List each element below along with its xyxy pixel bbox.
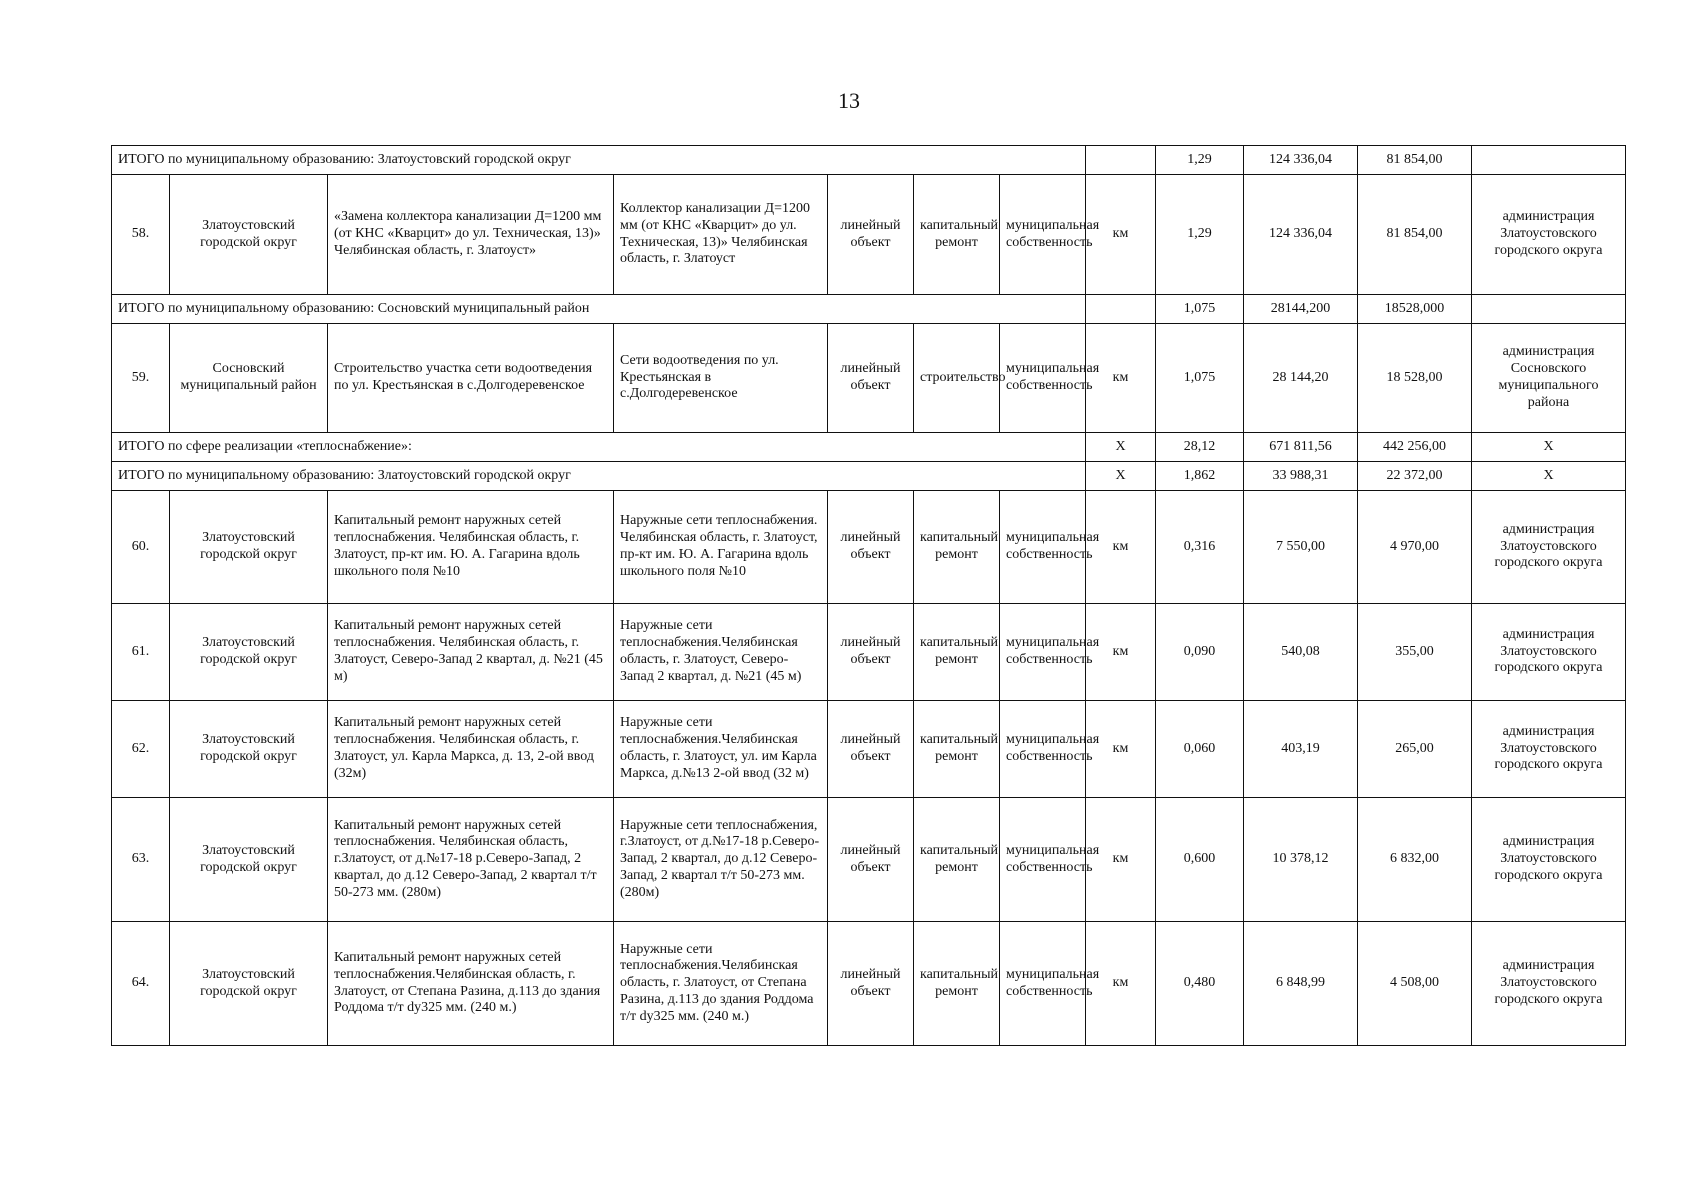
responsible-cell xyxy=(1472,146,1626,175)
object-type-cell: линейный объект xyxy=(828,922,914,1046)
municipality-cell: Златоустовский городской округ xyxy=(170,922,328,1046)
length-cell: 1,075 xyxy=(1156,324,1244,433)
responsible-cell: администрация Златоустовского городского округа xyxy=(1472,604,1626,701)
summary-row xyxy=(112,295,1626,324)
investment-table xyxy=(111,145,1626,1046)
length-cell: 28,12 xyxy=(1156,433,1244,462)
cost-cell: 7 550,00 xyxy=(1244,491,1358,604)
row-number: 62. xyxy=(112,701,170,798)
page-number: 13 xyxy=(838,88,860,113)
work-type-cell: капитальный ремонт xyxy=(914,491,1000,604)
table-row xyxy=(112,798,1626,922)
summary-row xyxy=(112,462,1626,491)
ownership-cell: муниципальная собственность xyxy=(1000,922,1086,1046)
responsible-cell xyxy=(1472,295,1626,324)
work-type-cell: капитальный ремонт xyxy=(914,798,1000,922)
length-cell: 1,075 xyxy=(1156,295,1244,324)
cost-cell: 28144,200 xyxy=(1244,295,1358,324)
length-cell: 0,090 xyxy=(1156,604,1244,701)
responsible-cell: X xyxy=(1472,433,1626,462)
responsible-cell: администрация Златоустовского городского округа xyxy=(1472,491,1626,604)
unit-cell xyxy=(1086,295,1156,324)
length-cell: 1,29 xyxy=(1156,146,1244,175)
object-cell: Наружные сети теплоснабжения.Челябинская область, г. Златоуст, Северо-Запад 2 квартал, д. №21 (45 м) xyxy=(614,604,828,701)
subsidy-cell: 81 854,00 xyxy=(1358,146,1472,175)
object-type-cell: линейный объект xyxy=(828,324,914,433)
responsible-cell: X xyxy=(1472,462,1626,491)
subsidy-cell: 4 508,00 xyxy=(1358,922,1472,1046)
object-cell: Наружные сети теплоснабжения.Челябинская область, г. Златоуст, от Степана Разина, д.113 до здания Роддома т/т dy325 мм. (240 м.) xyxy=(614,922,828,1046)
cost-cell: 124 336,04 xyxy=(1244,146,1358,175)
table-row xyxy=(112,491,1626,604)
length-cell: 0,060 xyxy=(1156,701,1244,798)
municipality-cell: Сосновский муниципальный район xyxy=(170,324,328,433)
subsidy-cell: 6 832,00 xyxy=(1358,798,1472,922)
summary-label: ИТОГО по муниципальному образованию: Златоустовский городской округ xyxy=(112,146,1086,175)
cost-cell: 403,19 xyxy=(1244,701,1358,798)
object-cell: Наружные сети теплоснабжения. Челябинская область, г. Златоуст, пр-кт им. Ю. А. Гагарина вдоль школьного поля №10 xyxy=(614,491,828,604)
responsible-cell: администрация Златоустовского городского округа xyxy=(1472,798,1626,922)
work-type-cell: капитальный ремонт xyxy=(914,604,1000,701)
measure-name-cell: Капитальный ремонт наружных сетей теплоснабжения. Челябинская область, г. Златоуст, ул. Карла Маркса, д. 13, 2-ой ввод (32м) xyxy=(328,701,614,798)
unit-cell: X xyxy=(1086,433,1156,462)
length-cell: 0,480 xyxy=(1156,922,1244,1046)
length-cell: 0,316 xyxy=(1156,491,1244,604)
ownership-cell: муниципальная собственность xyxy=(1000,798,1086,922)
row-number: 60. xyxy=(112,491,170,604)
responsible-cell: администрация Сосновского муниципального района xyxy=(1472,324,1626,433)
cost-cell: 33 988,31 xyxy=(1244,462,1358,491)
measure-name-cell: Строительство участка сети водоотведения по ул. Крестьянская в с.Долгодеревенское xyxy=(328,324,614,433)
table-row xyxy=(112,324,1626,433)
table-row xyxy=(112,922,1626,1046)
unit-cell: км xyxy=(1086,798,1156,922)
summary-row xyxy=(112,433,1626,462)
row-number: 63. xyxy=(112,798,170,922)
object-cell: Коллектор канализации Д=1200 мм (от КНС «Кварцит» до ул. Техническая, 13)» Челябинская область, г. Златоуст xyxy=(614,175,828,295)
unit-cell: км xyxy=(1086,701,1156,798)
row-number: 64. xyxy=(112,922,170,1046)
object-cell: Наружные сети теплоснабжения.Челябинская область, г. Златоуст, ул. им Карла Маркса, д.№13 2-ой ввод (32 м) xyxy=(614,701,828,798)
table-row xyxy=(112,701,1626,798)
work-type-cell: строительство xyxy=(914,324,1000,433)
ownership-cell: муниципальная собственность xyxy=(1000,701,1086,798)
length-cell: 0,600 xyxy=(1156,798,1244,922)
cost-cell: 671 811,56 xyxy=(1244,433,1358,462)
table-row xyxy=(112,604,1626,701)
unit-cell: км xyxy=(1086,175,1156,295)
subsidy-cell: 81 854,00 xyxy=(1358,175,1472,295)
municipality-cell: Златоустовский городской округ xyxy=(170,701,328,798)
work-type-cell: капитальный ремонт xyxy=(914,701,1000,798)
measure-name-cell: Капитальный ремонт наружных сетей теплоснабжения. Челябинская область, г. Златоуст, пр-кт им. Ю. А. Гагарина вдоль школьного поля №10 xyxy=(328,491,614,604)
length-cell: 1,29 xyxy=(1156,175,1244,295)
object-type-cell: линейный объект xyxy=(828,701,914,798)
municipality-cell: Златоустовский городской округ xyxy=(170,798,328,922)
subsidy-cell: 22 372,00 xyxy=(1358,462,1472,491)
subsidy-cell: 355,00 xyxy=(1358,604,1472,701)
row-number: 59. xyxy=(112,324,170,433)
measure-name-cell: «Замена коллектора канализации Д=1200 мм (от КНС «Кварцит» до ул. Техническая, 13)» Челябинская область, г. Златоуст» xyxy=(328,175,614,295)
measure-name-cell: Капитальный ремонт наружных сетей теплоснабжения.Челябинская область, г. Златоуст, от Степана Разина, д.113 до здания Роддома т/т dy325 мм. (240 м.) xyxy=(328,922,614,1046)
measure-name-cell: Капитальный ремонт наружных сетей теплоснабжения. Челябинская область, г. Златоуст, Северо-Запад 2 квартал, д. №21 (45 м) xyxy=(328,604,614,701)
cost-cell: 6 848,99 xyxy=(1244,922,1358,1046)
cost-cell: 124 336,04 xyxy=(1244,175,1358,295)
subsidy-cell: 4 970,00 xyxy=(1358,491,1472,604)
object-type-cell: линейный объект xyxy=(828,798,914,922)
subsidy-cell: 442 256,00 xyxy=(1358,433,1472,462)
summary-row xyxy=(112,146,1626,175)
ownership-cell: муниципальная собственность xyxy=(1000,175,1086,295)
unit-cell: км xyxy=(1086,491,1156,604)
object-type-cell: линейный объект xyxy=(828,491,914,604)
ownership-cell: муниципальная собственность xyxy=(1000,604,1086,701)
row-number: 61. xyxy=(112,604,170,701)
table-row xyxy=(112,175,1626,295)
ownership-cell: муниципальная собственность xyxy=(1000,491,1086,604)
unit-cell: км xyxy=(1086,922,1156,1046)
object-type-cell: линейный объект xyxy=(828,175,914,295)
cost-cell: 10 378,12 xyxy=(1244,798,1358,922)
municipality-cell: Златоустовский городской округ xyxy=(170,491,328,604)
summary-label: ИТОГО по муниципальному образованию: Сосновский муниципальный район xyxy=(112,295,1086,324)
ownership-cell: муниципальная собственность xyxy=(1000,324,1086,433)
work-type-cell: капитальный ремонт xyxy=(914,922,1000,1046)
subsidy-cell: 18 528,00 xyxy=(1358,324,1472,433)
municipality-cell: Златоустовский городской округ xyxy=(170,604,328,701)
subsidy-cell: 265,00 xyxy=(1358,701,1472,798)
responsible-cell: администрация Златоустовского городского округа xyxy=(1472,922,1626,1046)
table-body xyxy=(112,146,1626,1046)
unit-cell xyxy=(1086,146,1156,175)
length-cell: 1,862 xyxy=(1156,462,1244,491)
object-cell: Сети водоотведения по ул. Крестьянская в с.Долгодеревенское xyxy=(614,324,828,433)
subsidy-cell: 18528,000 xyxy=(1358,295,1472,324)
responsible-cell: администрация Златоустовского городского округа xyxy=(1472,175,1626,295)
measure-name-cell: Капитальный ремонт наружных сетей теплоснабжения. Челябинская область, г.Златоуст, от д.№17-18 р.Северо-Запад, 2 квартал, до д.12 Северо-Запад, 2 квартал т/т 50-273 мм. (280м) xyxy=(328,798,614,922)
summary-label: ИТОГО по муниципальному образованию: Златоустовский городской округ xyxy=(112,462,1086,491)
unit-cell: км xyxy=(1086,604,1156,701)
municipality-cell: Златоустовский городской округ xyxy=(170,175,328,295)
work-type-cell: капитальный ремонт xyxy=(914,175,1000,295)
unit-cell: км xyxy=(1086,324,1156,433)
cost-cell: 540,08 xyxy=(1244,604,1358,701)
summary-label: ИТОГО по сфере реализации «теплоснабжение»: xyxy=(112,433,1086,462)
object-cell: Наружные сети теплоснабжения, г.Златоуст, от д.№17-18 р.Северо-Запад, 2 квартал, до д.12 Северо-Запад, 2 квартал т/т 50-273 мм. (280м) xyxy=(614,798,828,922)
cost-cell: 28 144,20 xyxy=(1244,324,1358,433)
responsible-cell: администрация Златоустовского городского округа xyxy=(1472,701,1626,798)
row-number: 58. xyxy=(112,175,170,295)
object-type-cell: линейный объект xyxy=(828,604,914,701)
unit-cell: X xyxy=(1086,462,1156,491)
